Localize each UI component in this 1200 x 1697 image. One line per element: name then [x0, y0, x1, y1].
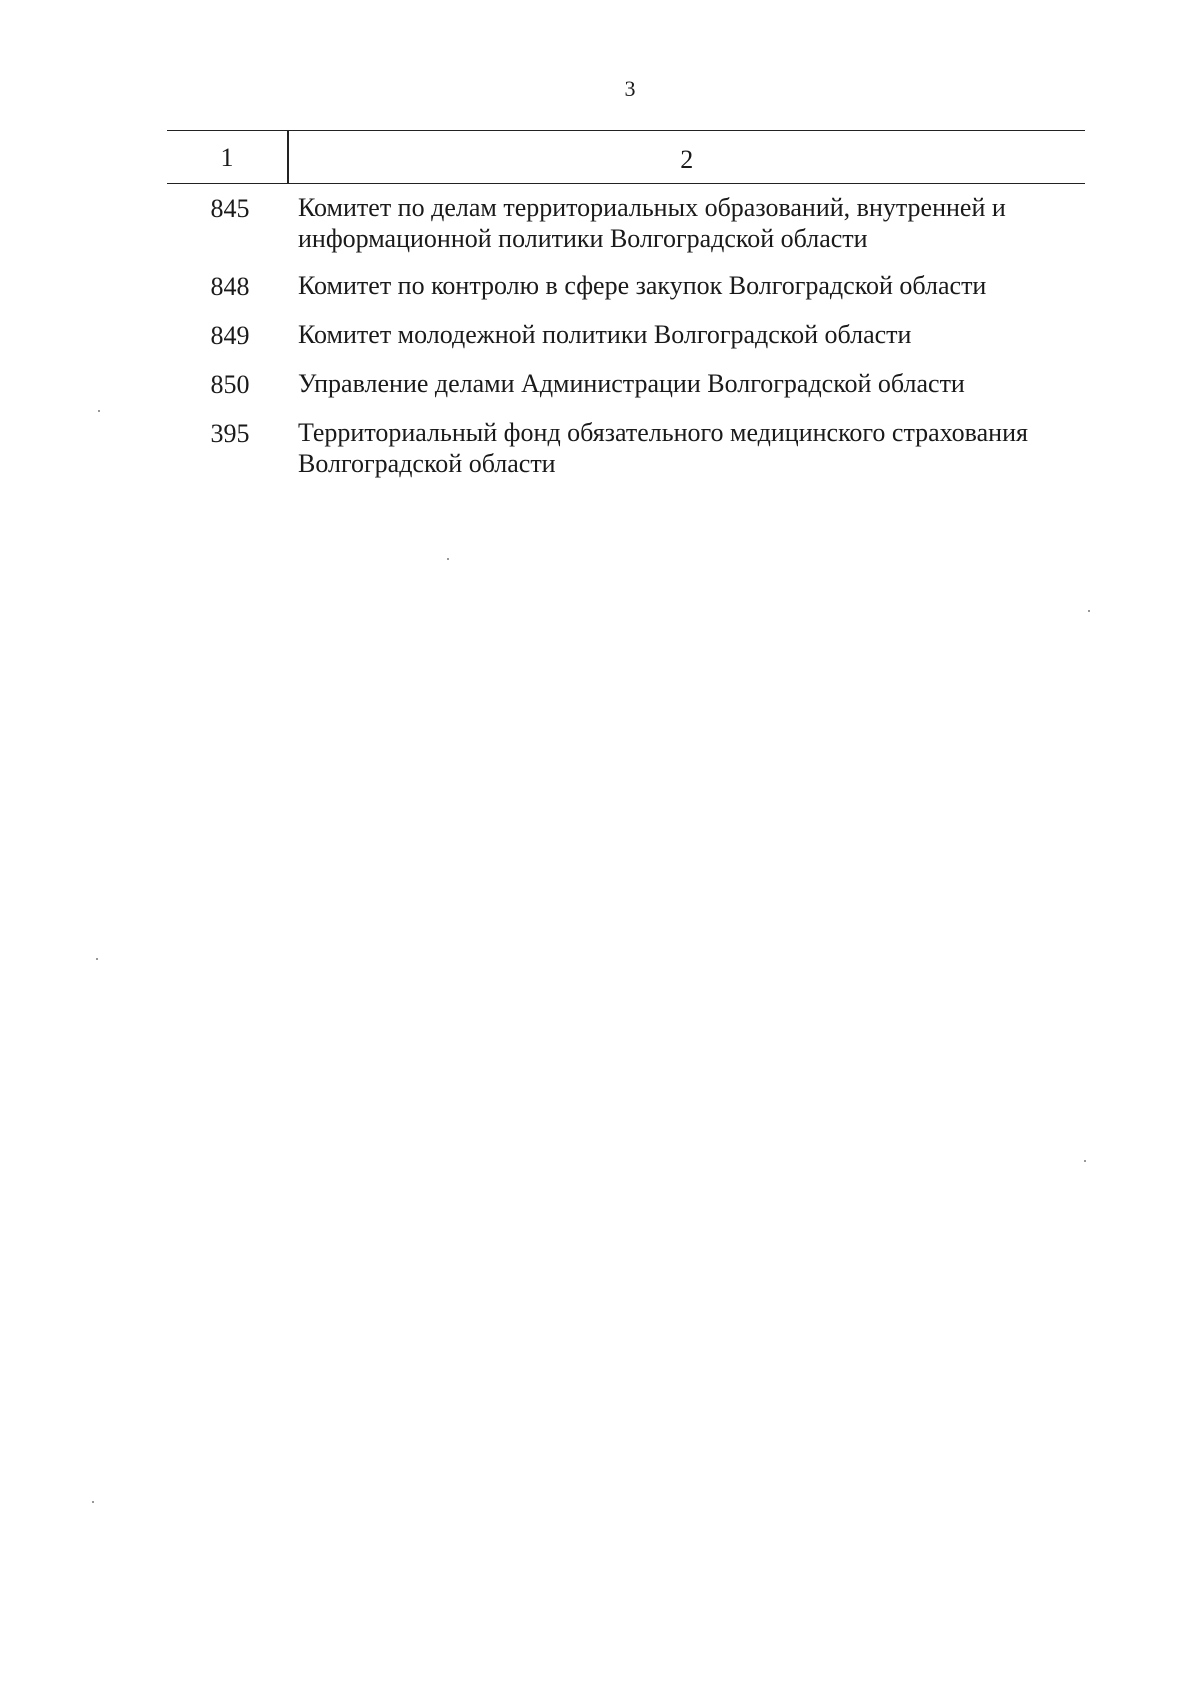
scan-speck — [1084, 1160, 1086, 1162]
scan-speck — [1088, 610, 1090, 612]
row-name: Комитет по делам территориальных образований, внутренней и информационной политики Волгоградской области — [298, 193, 1006, 253]
row-code: 845 — [210, 194, 250, 223]
row-code: 849 — [210, 321, 250, 350]
page-number: 3 — [624, 76, 636, 101]
table-body — [167, 192, 1085, 479]
table-row — [167, 270, 1085, 303]
column-header-2: 2 — [680, 145, 694, 174]
table-header — [167, 130, 1085, 184]
row-name: Управление делами Администрации Волгоградской области — [298, 369, 965, 398]
row-code: 848 — [210, 272, 250, 301]
scan-speck — [96, 958, 98, 960]
row-name: Комитет по контролю в сфере закупок Волгоградской области — [298, 271, 987, 300]
row-name: Территориальный фонд обязательного медицинского страхования Волгоградской области — [298, 418, 1028, 478]
scan-speck — [98, 410, 100, 412]
row-name: Комитет молодежной политики Волгоградской области — [298, 320, 912, 349]
scan-speck — [92, 1501, 94, 1503]
scan-speck — [447, 558, 449, 560]
table-row — [167, 368, 1085, 401]
row-code: 395 — [210, 419, 250, 448]
table-row — [167, 417, 1085, 479]
codes-table — [167, 130, 1085, 495]
column-header-1: 1 — [220, 143, 234, 172]
row-code: 850 — [210, 370, 250, 399]
table-row — [167, 192, 1085, 254]
table-row — [167, 319, 1085, 352]
